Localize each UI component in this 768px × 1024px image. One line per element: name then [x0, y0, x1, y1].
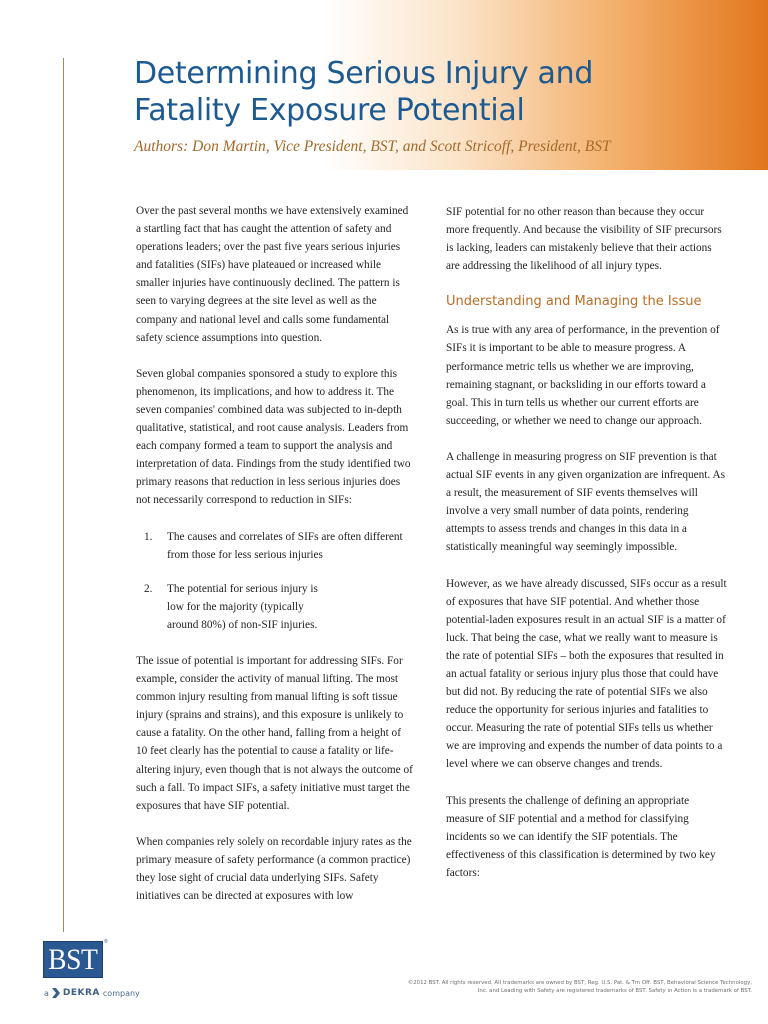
findings-list [136, 528, 414, 634]
margin-accent-line [63, 58, 64, 932]
paragraph: SIF potential for no other reason than because they occur more frequently. And because the visibility of SIF precursors is lacking, leaders can mistakenly believe that their actions are addressing the likelihood of all injury types. [446, 206, 722, 273]
dekra-company-line [44, 988, 140, 998]
paragraph: Seven global companies sponsored a study to explore this phenomenon, its implications, and how to address it. The seven companies' combined data was subjected to in-depth qualitative, statistical, and root cause analysis. Leaders from each company formed a team to support the analysis and interpretation of data. Findings from the study identified two primary reasons that reduction in less serious injuries does not necessarily correspond to reduction in SIFs: [136, 367, 411, 507]
dekra-name: DEKRA [62, 988, 100, 998]
authors-line: Authors: Don Martin, Vice President, BST, and Scott Stricoff, President, BST [134, 138, 611, 155]
company-prefix: a [44, 988, 49, 998]
paragraph: As is true with any area of performance, in the prevention of SIFs it is important to be able to measure progress. A performance metric tells us whether we are improving, remaining stagnant, or backsliding in our efforts toward a goal. This in turn tells us whether our current efforts are succeeding, or whether we need to change our approach. [446, 324, 720, 427]
paragraph: When companies rely solely on recordable injury rates as the primary measure of safety performance (a common practice) they lose sight of crucial data underlying SIFs. Safety initiatives can be directed at exposures with low [136, 835, 412, 903]
list-text: The causes and correlates of SIFs are often different from those for less serious injuries [167, 530, 403, 561]
left-column [136, 202, 414, 923]
right-column [446, 203, 728, 900]
paragraph: A challenge in measuring progress on SIF prevention is that actual SIF events in any given organization are infrequent. As a result, the measurement of SIF events themselves will involve a very small number of data points, rendering attempts to assess trends and changes in this data in a statistically meaningful way seemingly impossible. [446, 450, 725, 554]
document-title: Determining Serious Injury and Fatality Exposure Potential [134, 56, 594, 128]
paragraph: Over the past several months we have extensively examined a startling fact that has caught the attention of safety and operations leaders; over the past five years serious injuries and fatalities (SIFs) have plateaued or increased while smaller injuries have continuously declined. The pattern is seen to varying degrees at the site level as well as the company and national level and calls some fundamental safety science assumptions into question. [136, 205, 409, 344]
registered-mark: ® [104, 939, 108, 945]
company-suffix: company [102, 988, 140, 998]
dekra-arrow-icon [52, 988, 60, 998]
list-text: The potential for serious injury is low for the majority (typically around 80%) of non-SIF injuries. [167, 582, 318, 631]
list-number: 2. [144, 582, 153, 595]
paragraph: This presents the challenge of defining an appropriate measure of SIF potential and a method for classifying incidents so we can identify the SIF potentials. The effectiveness of this classification is determined by two key factors: [446, 794, 716, 879]
logo-text: BST [48, 942, 98, 976]
list-item [136, 580, 414, 634]
list-item [136, 528, 414, 564]
list-number: 1. [144, 530, 153, 543]
legal-notice: ©2012 BST. All rights reserved. All trademarks are owned by BST, Reg. U.S. Pat. & Tm Off. BST, Behavioral Science Technology, Inc. and Leading with Safety are registered trademarks of BST. Safety in Action is a trademark of BST. [407, 980, 752, 994]
bst-logo [43, 941, 103, 978]
paragraph: The issue of potential is important for addressing SIFs. For example, consider the activity of manual lifting. The most common injury resulting from manual lifting is soft tissue injury (sprains and strains), and this exposure is unlikely to cause a fatality. On the other hand, falling from a height of 10 feet clearly has the potential to cause a fatality or life-altering injury, even though that is not always the outcome of such a fall. To impact SIFs, a safety initiative must target the exposures that have SIF potential. [136, 654, 413, 812]
paragraph: However, as we have already discussed, SIFs occur as a result of exposures that have SIF potential. And whether those potential-laden exposures result in an actual SIF is a matter of luck. That being the case, what we really want to measure is the rate of potential SIFs – both the exposures that resulted in an actual fatality or serious injury plus those that could have but did not. By reducing the rate of potential SIFs we also reduce the opportunity for serious injuries and fatalities to occur. Measuring the rate of potential SIFs tells us whether we are improving and expends the number of data points to a level where we can observe changes and trends. [446, 577, 727, 771]
section-heading: Understanding and Managing the Issue [446, 294, 702, 310]
